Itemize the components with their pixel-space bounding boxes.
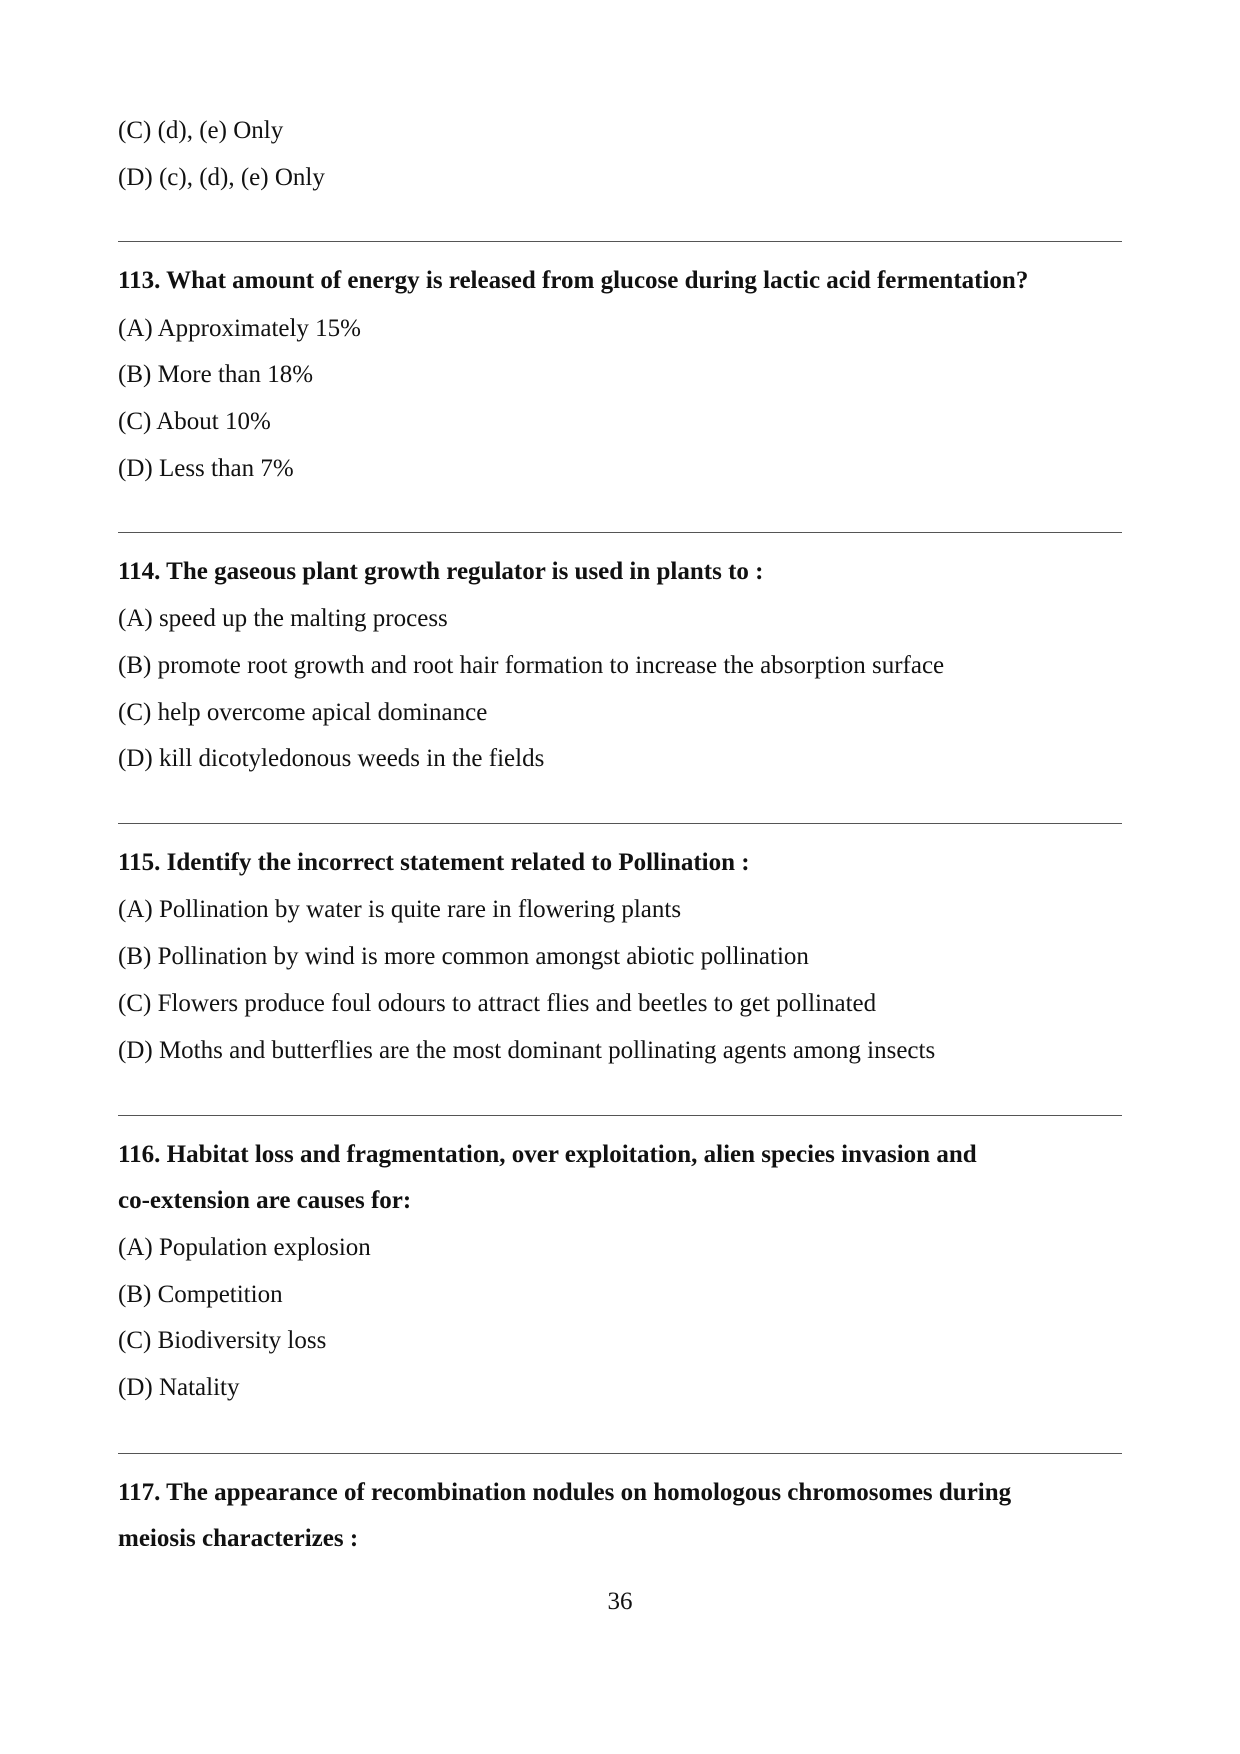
option-a: (A) speed up the malting process <box>118 605 448 632</box>
option-d-prev: (D) (c), (d), (e) Only <box>118 164 325 191</box>
divider <box>118 532 1122 533</box>
question-114: 114. The gaseous plant growth regulator is used in plants to : <box>118 558 764 585</box>
option-b: (B) promote root growth and root hair formation to increase the absorption surface <box>118 652 945 679</box>
option-a: (A) Pollination by water is quite rare in flowering plants <box>118 896 682 923</box>
page-number: 36 <box>607 1588 633 1615</box>
question-117-cont: meiosis characterizes : <box>118 1525 359 1552</box>
divider <box>118 1453 1122 1454</box>
option-b: (B) More than 18% <box>118 361 314 388</box>
option-c: (C) Biodiversity loss <box>118 1327 327 1354</box>
option-c: (C) About 10% <box>118 408 271 435</box>
question-116-cont: co-extension are causes for: <box>118 1187 412 1214</box>
question-116: 116. Habitat loss and fragmentation, over exploitation, alien species invasion and <box>118 1141 977 1168</box>
option-c: (C) Flowers produce foul odours to attract flies and beetles to get pollinated <box>118 990 877 1017</box>
option-b: (B) Competition <box>118 1281 283 1308</box>
divider <box>118 823 1122 824</box>
option-b: (B) Pollination by wind is more common amongst abiotic pollination <box>118 943 809 970</box>
question-115: 115. Identify the incorrect statement related to Pollination : <box>118 849 750 876</box>
divider <box>118 1115 1122 1116</box>
option-d: (D) Less than 7% <box>118 455 294 482</box>
option-c-prev: (C) (d), (e) Only <box>118 117 284 144</box>
option-d: (D) Natality <box>118 1374 240 1401</box>
divider <box>118 241 1122 242</box>
option-a: (A) Population explosion <box>118 1234 371 1261</box>
option-c: (C) help overcome apical dominance <box>118 699 488 726</box>
option-d: (D) Moths and butterflies are the most dominant pollinating agents among insects <box>118 1037 936 1064</box>
option-d: (D) kill dicotyledonous weeds in the fields <box>118 745 545 772</box>
option-a: (A) Approximately 15% <box>118 315 362 342</box>
question-113: 113. What amount of energy is released from glucose during lactic acid fermentation? <box>118 267 1029 294</box>
question-117: 117. The appearance of recombination nodules on homologous chromosomes during <box>118 1479 1012 1506</box>
